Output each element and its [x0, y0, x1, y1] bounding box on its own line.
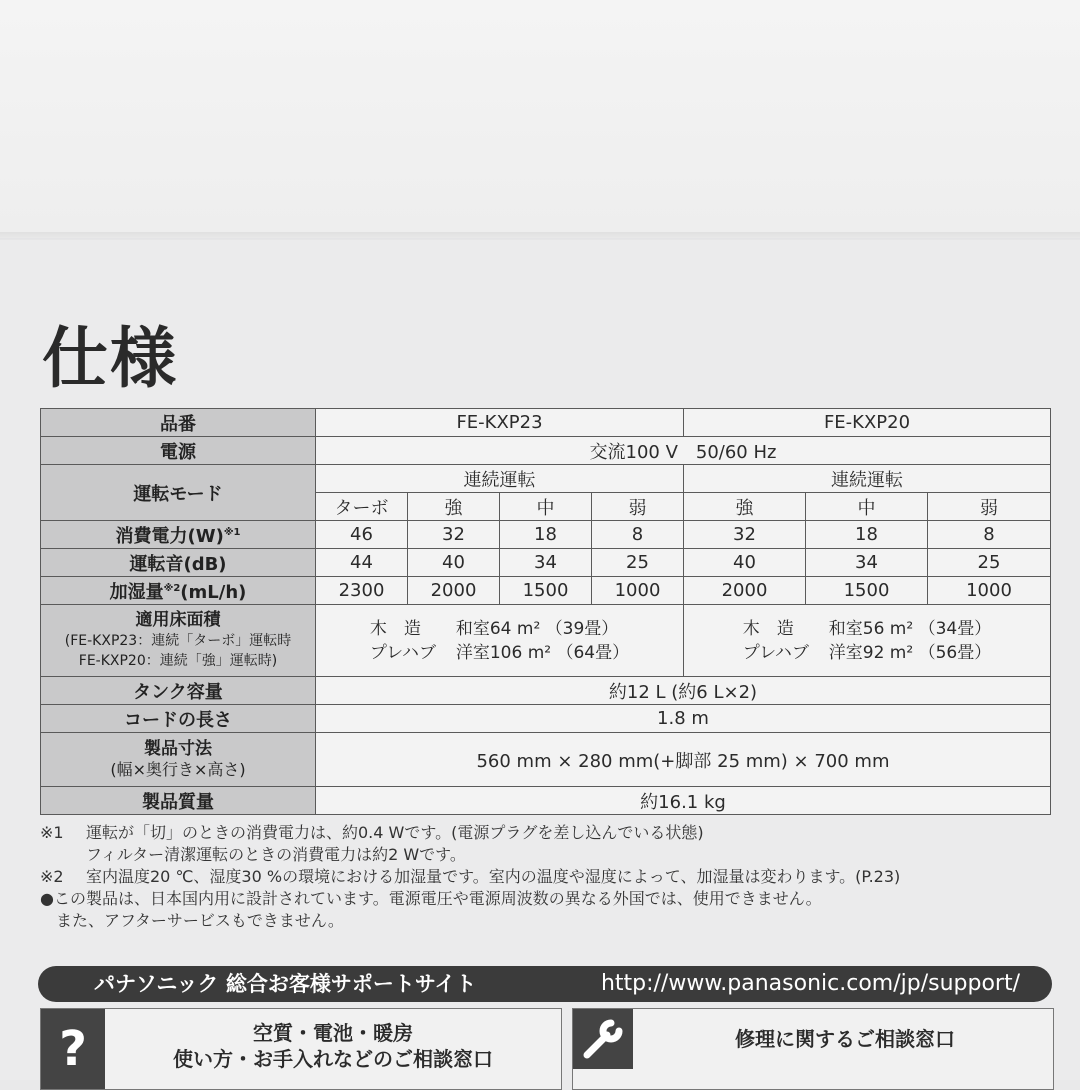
- model-fe-kxp23: FE-KXP23: [316, 409, 684, 437]
- size-value: 560 mm × 280 mm(+脚部 25 mm) × 700 mm: [316, 733, 1051, 787]
- power-consumption-label: 消費電力$(W)^{※1}$: [41, 521, 316, 549]
- row-tank: [41, 677, 1051, 705]
- mode-23-medium: 中: [500, 493, 592, 521]
- spec-table: [40, 408, 1051, 815]
- row-noise: [41, 549, 1051, 577]
- value-cell: 2300: [316, 577, 408, 605]
- weight-value: 約16.1 kg: [316, 787, 1051, 815]
- usage-box-title-2: 使い方・お手入れなどのご相談窓口: [173, 1047, 493, 1071]
- consultation-box-usage: [40, 1008, 562, 1090]
- floor-area-20: 木 造 和室56 m² （34畳） プレハブ 洋室92 m² （56畳）: [684, 605, 1051, 677]
- value-cell: 8: [928, 521, 1051, 549]
- model-fe-kxp20: FE-KXP20: [684, 409, 1051, 437]
- value-cell: 18: [806, 521, 928, 549]
- row-size: [41, 733, 1051, 787]
- model-label: 品番: [41, 409, 316, 437]
- value-cell: 8: [592, 521, 684, 549]
- power-source-label: 電源: [41, 437, 316, 465]
- value-cell: 1000: [592, 577, 684, 605]
- floor-area-label: 適用床面積 (FE-KXP23：連続「ターボ」運転時 FE-KXP20：連続「強」運転時): [41, 605, 316, 677]
- power-source-value: 交流100 V 50/60 Hz: [316, 437, 1051, 465]
- continuous-label-23: 連続運転: [316, 465, 684, 493]
- value-cell: 2000: [684, 577, 806, 605]
- mode-20-weak: 弱: [928, 493, 1051, 521]
- tank-value: 約12 L (約6 L×2): [316, 677, 1051, 705]
- support-url-link[interactable]: http://www.panasonic.com/jp/support/: [600, 971, 1020, 996]
- value-cell: 25: [592, 549, 684, 577]
- note-1-cont: フィルター清潔運転のときの消費電力は約2 Wです。: [86, 845, 466, 864]
- row-cord: [41, 705, 1051, 733]
- cord-label: コードの長さ: [41, 705, 316, 733]
- value-cell: 40: [408, 549, 500, 577]
- wrench-icon: [573, 1009, 633, 1069]
- mode-20-strong: 強: [684, 493, 806, 521]
- mode-23-weak: 弱: [592, 493, 684, 521]
- value-cell: 2000: [408, 577, 500, 605]
- question-icon: ?: [41, 1009, 105, 1089]
- row-model: [41, 409, 1051, 437]
- note-3-cont: また、アフターサービスもできません。: [56, 911, 344, 930]
- noise-label: 運転音(dB): [41, 549, 316, 577]
- value-cell: 18: [500, 521, 592, 549]
- value-cell: 46: [316, 521, 408, 549]
- background-sheet: [0, 0, 1080, 238]
- value-cell: 34: [500, 549, 592, 577]
- page-title: 仕様: [42, 320, 178, 397]
- weight-label: 製品質量: [41, 787, 316, 815]
- cord-value: 1.8 m: [316, 705, 1051, 733]
- mode-20-medium: 中: [806, 493, 928, 521]
- usage-box-title-1: 空質・電池・暖房: [253, 1021, 413, 1045]
- row-weight: [41, 787, 1051, 815]
- value-cell: 1500: [806, 577, 928, 605]
- row-power-source: [41, 437, 1051, 465]
- size-label: 製品寸法 (幅×奥行き×高さ): [41, 733, 316, 787]
- mode-label: 運転モード: [41, 465, 316, 521]
- footnotes: [40, 822, 1050, 932]
- consultation-box-repair: [572, 1008, 1054, 1090]
- support-site-bar: [38, 966, 1052, 1002]
- row-floor-area: [41, 605, 1051, 677]
- note-2: ※2 室内温度20 ℃、湿度30 %の環境における加湿量です。室内の温度や湿度によって、加湿量は変わります。(P.23): [40, 867, 901, 886]
- value-cell: 32: [684, 521, 806, 549]
- row-mode-group: [41, 465, 1051, 493]
- row-humidification: [41, 577, 1051, 605]
- repair-box-title: 修理に関するご相談窓口: [735, 1027, 955, 1051]
- value-cell: 40: [684, 549, 806, 577]
- support-site-label: パナソニック 総合お客様サポートサイト: [94, 972, 477, 996]
- note-3: ●この製品は、日本国内用に設計されています。電源電圧や電源周波数の異なる外国では、使用できません。: [40, 889, 822, 908]
- value-cell: 1000: [928, 577, 1051, 605]
- note-1: ※1 運転が「切」のときの消費電力は、約0.4 Wです。(電源プラグを差し込んでいる状態): [40, 823, 704, 842]
- mode-23-strong: 強: [408, 493, 500, 521]
- value-cell: 25: [928, 549, 1051, 577]
- floor-area-23: 木 造 和室64 m² （39畳） プレハブ 洋室106 m² （64畳）: [316, 605, 684, 677]
- continuous-label-20: 連続運転: [684, 465, 1051, 493]
- value-cell: 34: [806, 549, 928, 577]
- value-cell: 32: [408, 521, 500, 549]
- value-cell: 44: [316, 549, 408, 577]
- tank-label: タンク容量: [41, 677, 316, 705]
- mode-23-turbo: ターボ: [316, 493, 408, 521]
- value-cell: 1500: [500, 577, 592, 605]
- humidification-label: 加湿量$^{※2}$(mL/h): [41, 577, 316, 605]
- row-power-consumption: [41, 521, 1051, 549]
